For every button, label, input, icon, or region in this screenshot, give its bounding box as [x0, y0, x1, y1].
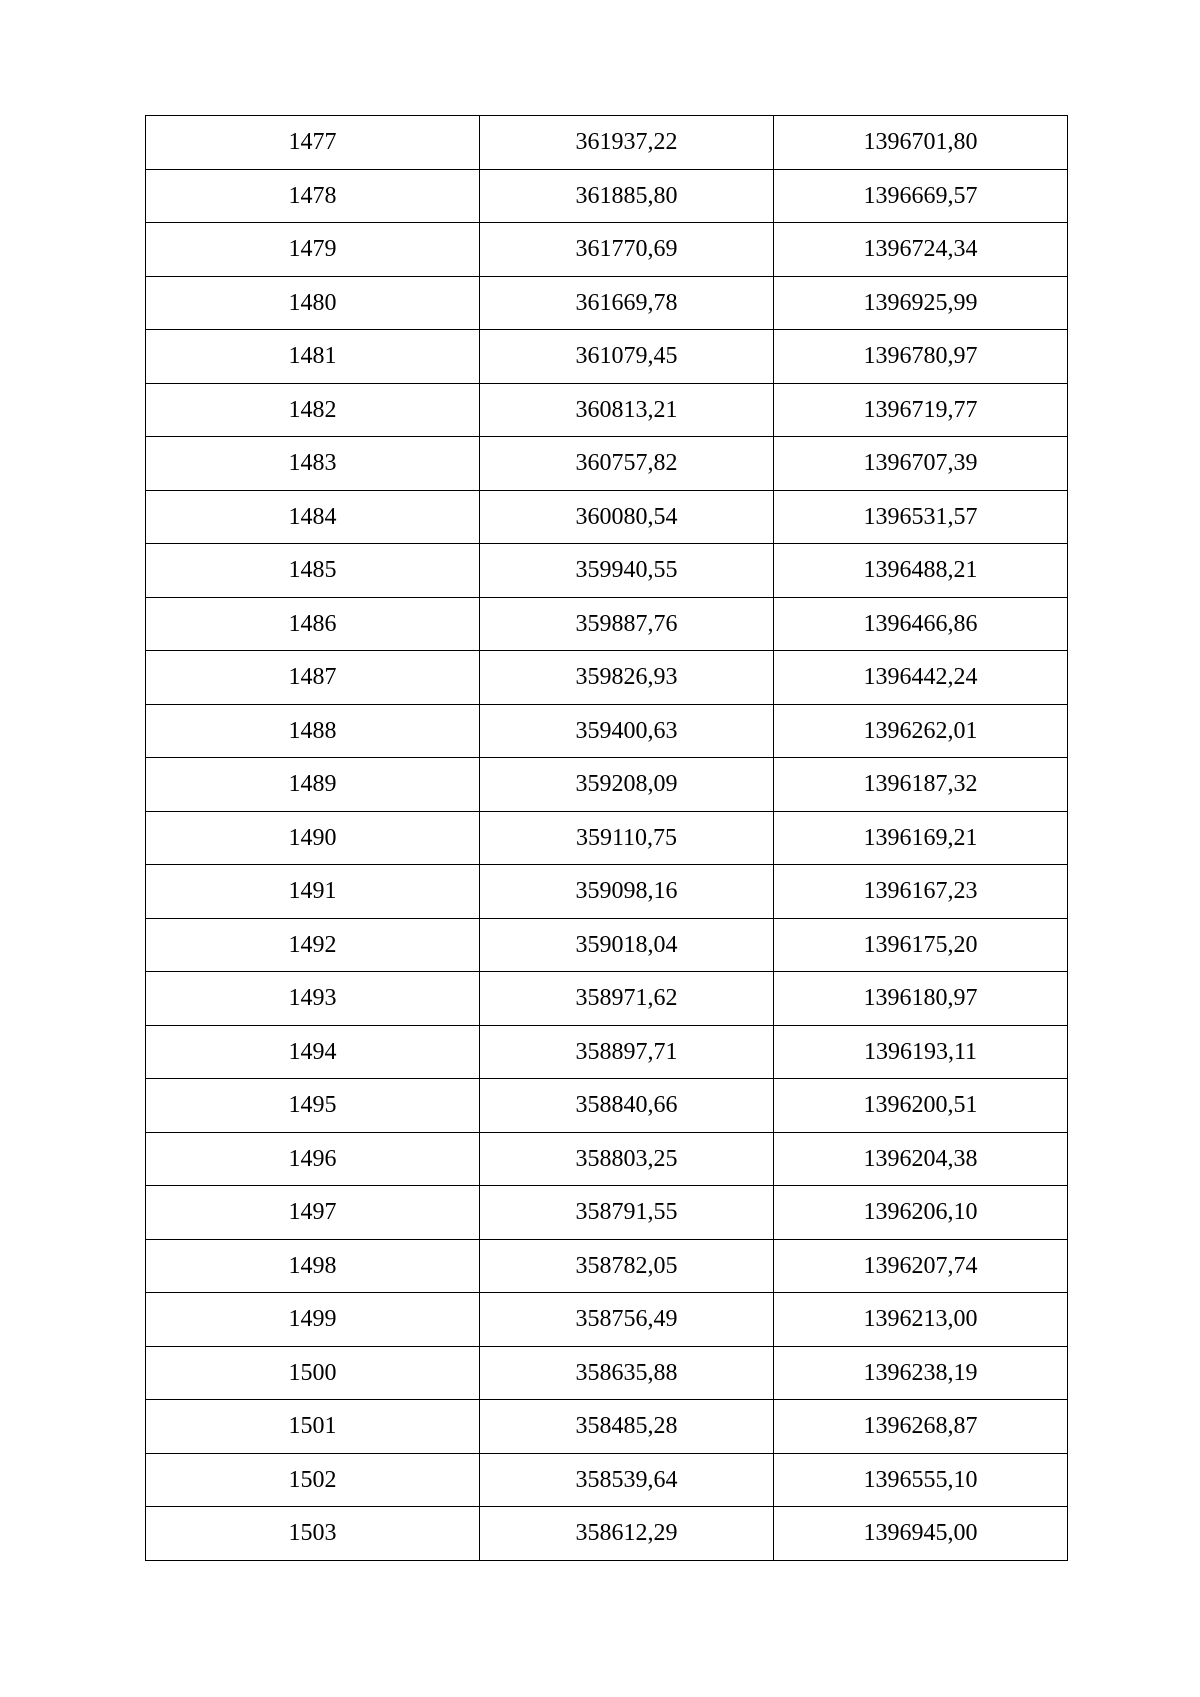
y-coordinate-cell: 1396707,39 — [774, 437, 1068, 491]
y-coordinate-cell: 1396945,00 — [774, 1507, 1068, 1561]
table-row — [146, 1346, 1068, 1400]
y-coordinate-cell: 1396724,34 — [774, 223, 1068, 277]
y-coordinate-cell: 1396238,19 — [774, 1346, 1068, 1400]
y-coordinate-cell: 1396268,87 — [774, 1400, 1068, 1454]
table-row — [146, 811, 1068, 865]
table-row — [146, 704, 1068, 758]
point-number-cell: 1499 — [146, 1293, 480, 1347]
point-number-cell: 1497 — [146, 1186, 480, 1240]
y-coordinate-cell: 1396200,51 — [774, 1079, 1068, 1133]
point-number-cell: 1498 — [146, 1239, 480, 1293]
table-row — [146, 1186, 1068, 1240]
y-coordinate-cell: 1396169,21 — [774, 811, 1068, 865]
table-row — [146, 383, 1068, 437]
table-row — [146, 972, 1068, 1026]
y-coordinate-cell: 1396719,77 — [774, 383, 1068, 437]
point-number-cell: 1487 — [146, 651, 480, 705]
point-number-cell: 1482 — [146, 383, 480, 437]
y-coordinate-cell: 1396187,32 — [774, 758, 1068, 812]
x-coordinate-cell: 359887,76 — [480, 597, 774, 651]
table-row — [146, 116, 1068, 170]
table-row — [146, 758, 1068, 812]
x-coordinate-cell: 359098,16 — [480, 865, 774, 919]
point-number-cell: 1489 — [146, 758, 480, 812]
point-number-cell: 1492 — [146, 918, 480, 972]
x-coordinate-cell: 358897,71 — [480, 1025, 774, 1079]
table-row — [146, 597, 1068, 651]
coordinates-table — [145, 115, 1068, 1561]
point-number-cell: 1483 — [146, 437, 480, 491]
table-row — [146, 276, 1068, 330]
x-coordinate-cell: 359208,09 — [480, 758, 774, 812]
table-row — [146, 1453, 1068, 1507]
table-row — [146, 1025, 1068, 1079]
table-row — [146, 1132, 1068, 1186]
table-row — [146, 1507, 1068, 1561]
point-number-cell: 1480 — [146, 276, 480, 330]
point-number-cell: 1501 — [146, 1400, 480, 1454]
x-coordinate-cell: 358756,49 — [480, 1293, 774, 1347]
y-coordinate-cell: 1396204,38 — [774, 1132, 1068, 1186]
y-coordinate-cell: 1396531,57 — [774, 490, 1068, 544]
table-row — [146, 651, 1068, 705]
point-number-cell: 1503 — [146, 1507, 480, 1561]
table-row — [146, 169, 1068, 223]
point-number-cell: 1490 — [146, 811, 480, 865]
y-coordinate-cell: 1396925,99 — [774, 276, 1068, 330]
y-coordinate-cell: 1396488,21 — [774, 544, 1068, 598]
y-coordinate-cell: 1396193,11 — [774, 1025, 1068, 1079]
point-number-cell: 1496 — [146, 1132, 480, 1186]
y-coordinate-cell: 1396213,00 — [774, 1293, 1068, 1347]
x-coordinate-cell: 360080,54 — [480, 490, 774, 544]
x-coordinate-cell: 360813,21 — [480, 383, 774, 437]
point-number-cell: 1485 — [146, 544, 480, 598]
point-number-cell: 1500 — [146, 1346, 480, 1400]
table-row — [146, 1293, 1068, 1347]
x-coordinate-cell: 358803,25 — [480, 1132, 774, 1186]
table-row — [146, 437, 1068, 491]
y-coordinate-cell: 1396206,10 — [774, 1186, 1068, 1240]
x-coordinate-cell: 358782,05 — [480, 1239, 774, 1293]
point-number-cell: 1478 — [146, 169, 480, 223]
point-number-cell: 1488 — [146, 704, 480, 758]
point-number-cell: 1479 — [146, 223, 480, 277]
table-row — [146, 865, 1068, 919]
x-coordinate-cell: 359826,93 — [480, 651, 774, 705]
table-row — [146, 1079, 1068, 1133]
x-coordinate-cell: 358840,66 — [480, 1079, 774, 1133]
y-coordinate-cell: 1396442,24 — [774, 651, 1068, 705]
y-coordinate-cell: 1396780,97 — [774, 330, 1068, 384]
point-number-cell: 1494 — [146, 1025, 480, 1079]
x-coordinate-cell: 359940,55 — [480, 544, 774, 598]
x-coordinate-cell: 359110,75 — [480, 811, 774, 865]
x-coordinate-cell: 359400,63 — [480, 704, 774, 758]
point-number-cell: 1493 — [146, 972, 480, 1026]
point-number-cell: 1502 — [146, 1453, 480, 1507]
table-row — [146, 490, 1068, 544]
x-coordinate-cell: 358539,64 — [480, 1453, 774, 1507]
x-coordinate-cell: 358485,28 — [480, 1400, 774, 1454]
point-number-cell: 1495 — [146, 1079, 480, 1133]
y-coordinate-cell: 1396180,97 — [774, 972, 1068, 1026]
x-coordinate-cell: 358612,29 — [480, 1507, 774, 1561]
y-coordinate-cell: 1396701,80 — [774, 116, 1068, 170]
x-coordinate-cell: 359018,04 — [480, 918, 774, 972]
x-coordinate-cell: 358971,62 — [480, 972, 774, 1026]
table-row — [146, 544, 1068, 598]
y-coordinate-cell: 1396167,23 — [774, 865, 1068, 919]
table-row — [146, 1400, 1068, 1454]
x-coordinate-cell: 358791,55 — [480, 1186, 774, 1240]
x-coordinate-cell: 361885,80 — [480, 169, 774, 223]
y-coordinate-cell: 1396207,74 — [774, 1239, 1068, 1293]
y-coordinate-cell: 1396669,57 — [774, 169, 1068, 223]
x-coordinate-cell: 358635,88 — [480, 1346, 774, 1400]
x-coordinate-cell: 361937,22 — [480, 116, 774, 170]
table-row — [146, 330, 1068, 384]
x-coordinate-cell: 360757,82 — [480, 437, 774, 491]
y-coordinate-cell: 1396262,01 — [774, 704, 1068, 758]
coordinates-table-body — [146, 116, 1068, 1561]
table-row — [146, 918, 1068, 972]
point-number-cell: 1477 — [146, 116, 480, 170]
point-number-cell: 1491 — [146, 865, 480, 919]
y-coordinate-cell: 1396175,20 — [774, 918, 1068, 972]
y-coordinate-cell: 1396466,86 — [774, 597, 1068, 651]
table-row — [146, 1239, 1068, 1293]
x-coordinate-cell: 361079,45 — [480, 330, 774, 384]
point-number-cell: 1484 — [146, 490, 480, 544]
x-coordinate-cell: 361770,69 — [480, 223, 774, 277]
point-number-cell: 1486 — [146, 597, 480, 651]
x-coordinate-cell: 361669,78 — [480, 276, 774, 330]
y-coordinate-cell: 1396555,10 — [774, 1453, 1068, 1507]
table-row — [146, 223, 1068, 277]
point-number-cell: 1481 — [146, 330, 480, 384]
